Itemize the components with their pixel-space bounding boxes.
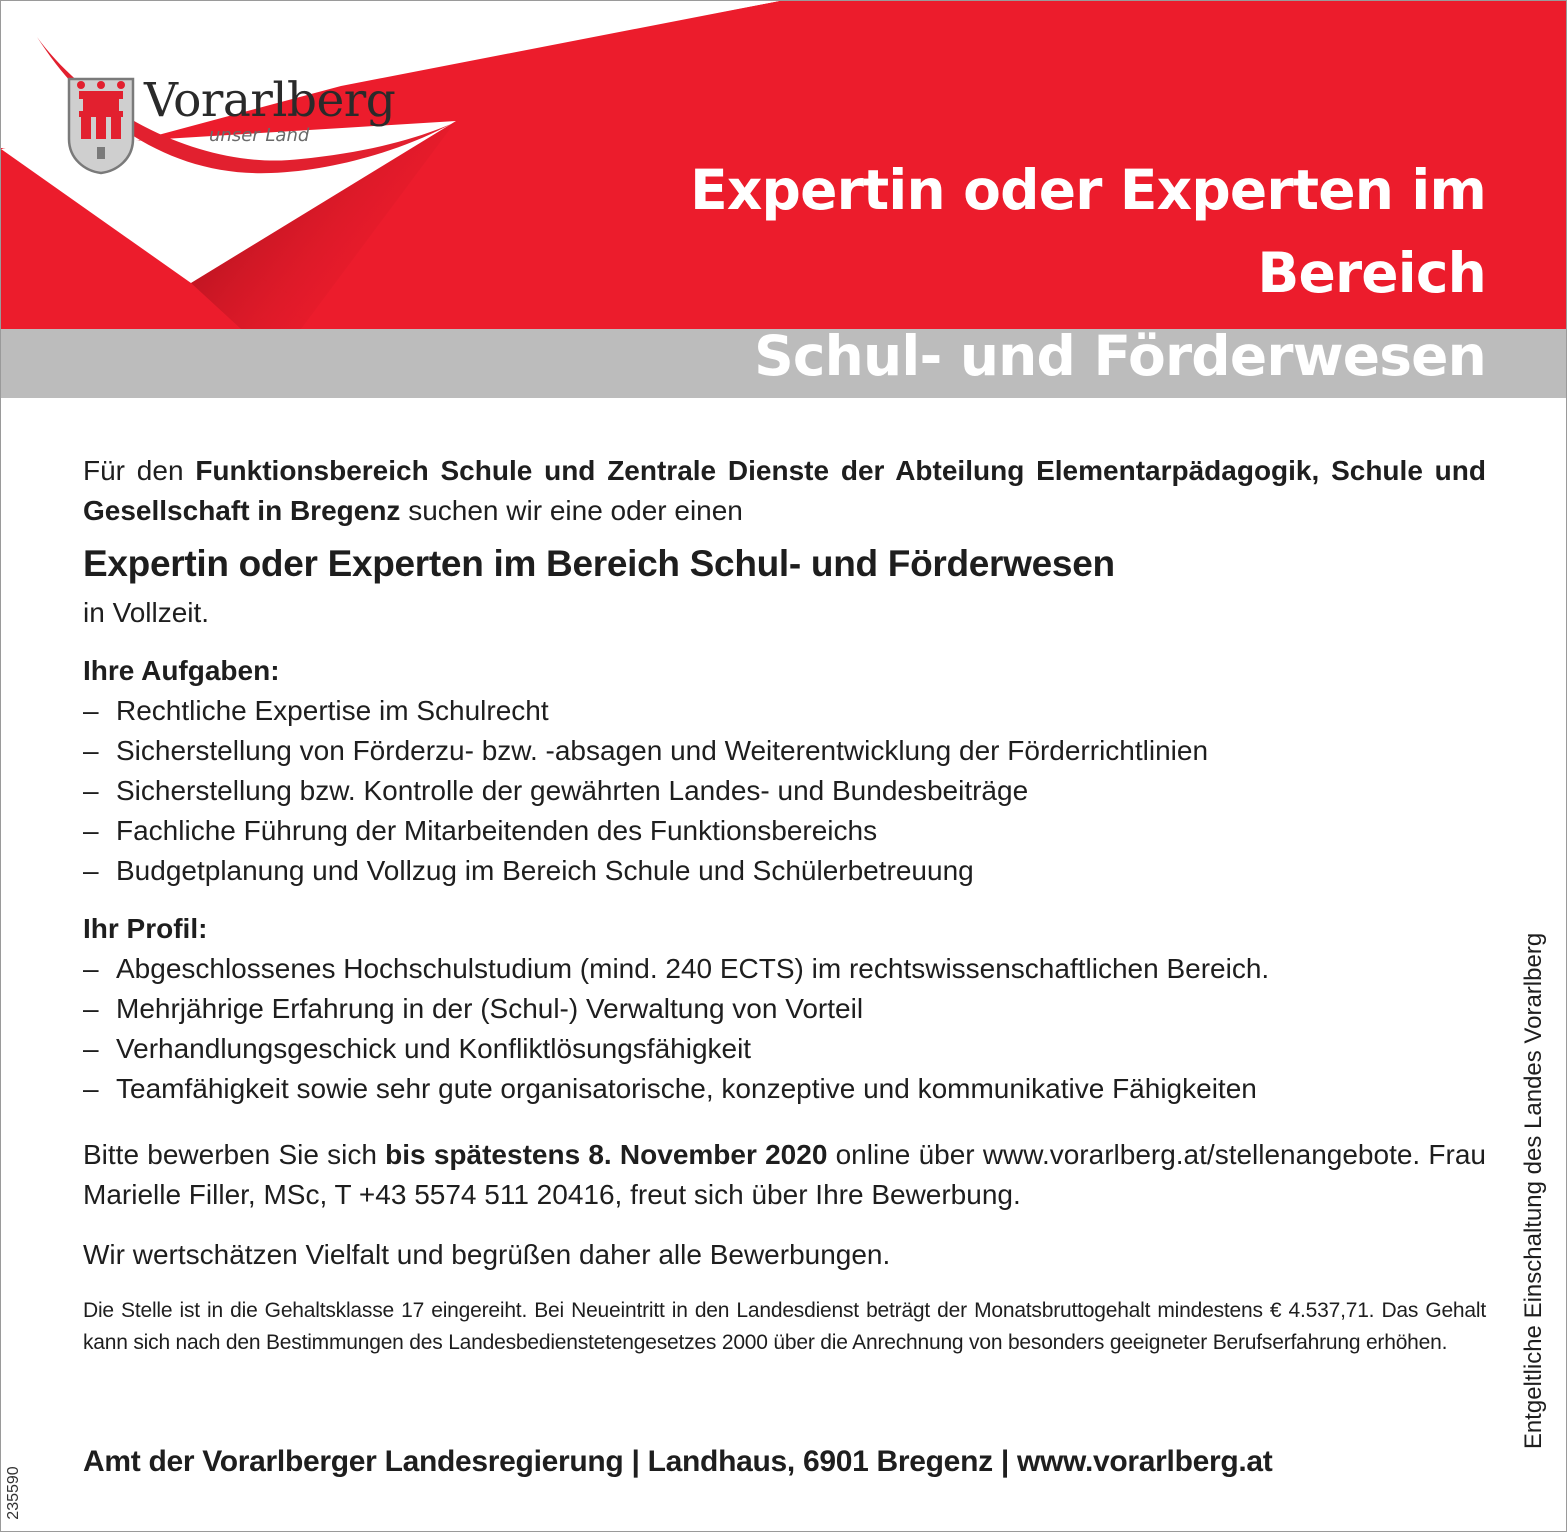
- salary-note: Die Stelle ist in die Gehaltsklasse 17 eingereiht. Bei Neueintritt in den Landesdienst beträgt der Monatsbruttogehalt mindestens € 4.537,71. Das Gehalt kann sich nach den Bestimmungen des Landesbedienstetengesetzes 2000 über die Anrechnung von besonders geeigneter Berufserfahrung erhöhen.: [83, 1299, 1486, 1354]
- intro-paragraph: [83, 451, 1486, 531]
- header-banner: [1, 1, 1566, 398]
- list-item: – Sicherstellung von Förderzu- bzw. -absagen und Weiterentwicklung der Förderrichtlinien: [83, 731, 1486, 771]
- profile-list: [83, 949, 1486, 1109]
- list-item: – Budgetplanung und Vollzug im Bereich Schule und Schülerbetreuung: [83, 851, 1486, 891]
- headline: [486, 149, 1486, 398]
- job-type: in Vollzeit.: [83, 597, 210, 628]
- list-item: – Rechtliche Expertise im Schulrecht: [83, 691, 1486, 731]
- list-item: – Teamfähigkeit sowie sehr gute organisatorische, konzeptive und kommunikative Fähigkeiten: [83, 1069, 1486, 1109]
- ad-number: 235590: [5, 1466, 22, 1520]
- job-title: Expertin oder Experten im Bereich Schul- und Förderwesen: [83, 543, 1115, 584]
- ad-body: [83, 451, 1486, 1359]
- footer-address: Amt der Vorarlberger Landesregierung | Landhaus, 6901 Bregenz | www.vorarlberg.at: [83, 1445, 1273, 1478]
- diversity-statement: Wir wertschätzen Vielfalt und begrüßen daher alle Bewerbungen.: [83, 1239, 891, 1270]
- tasks-heading: Ihre Aufgaben:: [83, 655, 280, 686]
- application-deadline: bis spätestens 8. November 2020: [385, 1139, 828, 1170]
- list-item: – Fachliche Führung der Mitarbeitenden des Funktionsbereichs: [83, 811, 1486, 851]
- headline-line-2: Schul- und Förderwesen: [754, 324, 1486, 388]
- headline-line-1: Expertin oder Experten im Bereich: [690, 158, 1486, 305]
- list-item: – Abgeschlossenes Hochschulstudium (mind. 240 ECTS) im rechtswissenschaftlichen Bereich.: [83, 949, 1486, 989]
- application-paragraph: [83, 1135, 1486, 1215]
- logo-tagline: unser Land: [209, 125, 310, 146]
- list-item: – Sicherstellung bzw. Kontrolle der gewährten Landes- und Bundesbeiträge: [83, 771, 1486, 811]
- paid-ad-note: Entgeltliche Einschaltung des Landes Vorarlberg: [1520, 932, 1547, 1450]
- list-item: – Mehrjährige Erfahrung in der (Schul-) Verwaltung von Vorteil: [83, 989, 1486, 1029]
- intro-text-2: suchen wir eine oder einen: [400, 495, 743, 526]
- profile-heading: Ihr Profil:: [83, 913, 208, 944]
- logo-wordmark: Vorarlberg: [144, 73, 396, 128]
- tasks-list: [83, 691, 1486, 891]
- apply-text-2: online über www.vorarlberg.at/stellenangebote. Frau Marielle Filler, MSc, T +43 5574 511 20416, freut sich über Ihre Bewerbung.: [83, 1139, 1486, 1210]
- intro-text-1: Für den: [83, 455, 196, 486]
- apply-text-1: Bitte bewerben Sie sich: [83, 1139, 386, 1170]
- list-item: – Verhandlungsgeschick und Konfliktlösungsfähigkeit: [83, 1029, 1486, 1069]
- vorarlberg-coat-of-arms-icon: [69, 79, 133, 173]
- intro-department: Funktionsbereich Schule und Zentrale Dienste der Abteilung Elementarpädagogik, Schule und Gesellschaft in Bregenz: [83, 455, 1486, 526]
